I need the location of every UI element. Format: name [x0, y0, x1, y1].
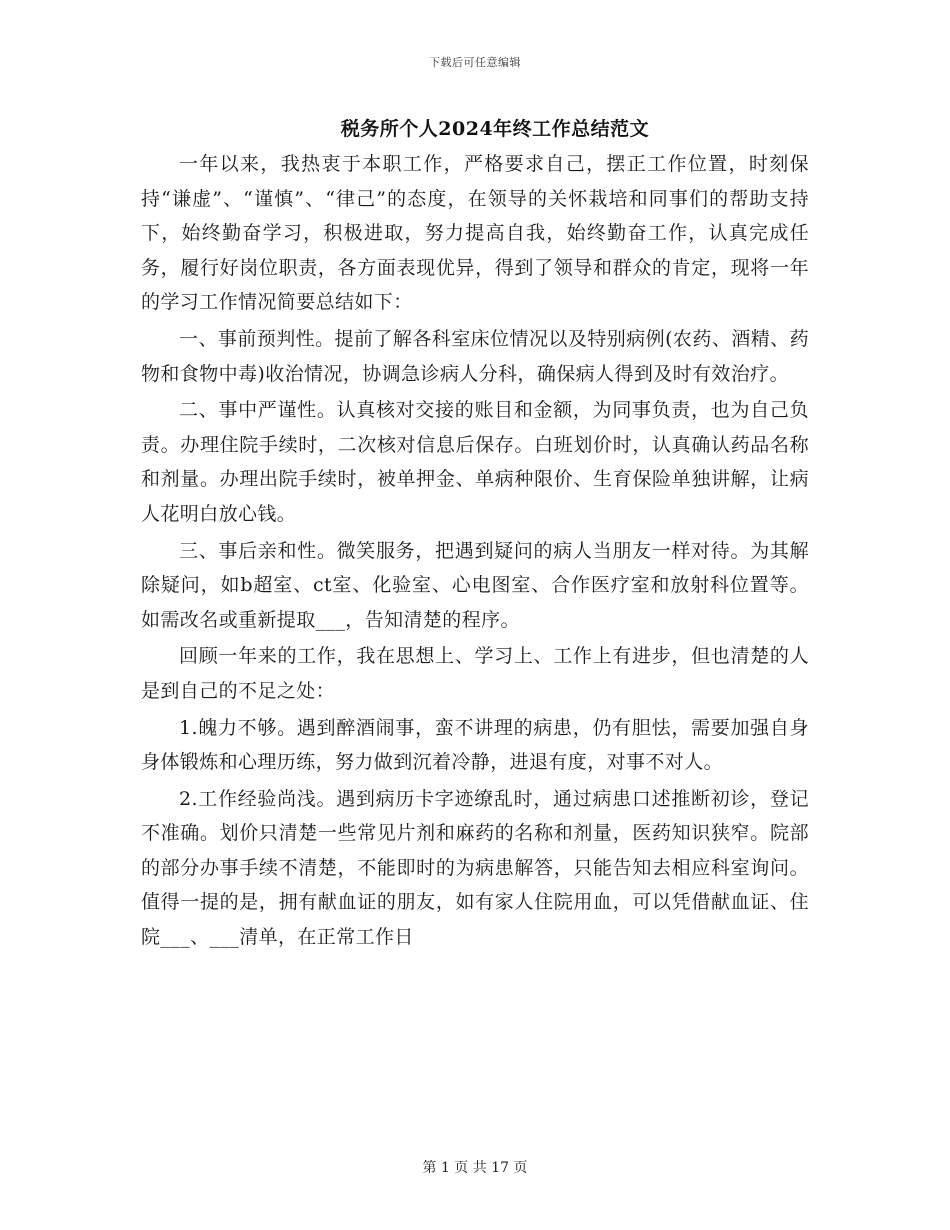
page-header-note: 下载后可任意编辑: [429, 56, 521, 69]
page-number-footer: 第 1 页 共 17 页: [422, 1160, 528, 1176]
paragraph-section-1: 一、事前预判性。提前了解各科室床位情况以及特别病例(农药、酒精、药物和食物中毒)收治情况，协调急诊病人分科，确保病人得到及时有效治疗。: [141, 327, 809, 385]
paragraph-review: 回顾一年来的工作，我在思想上、学习上、工作上有进步，但也清楚的人是到自己的不足之处：: [141, 645, 809, 702]
document-body: [141, 147, 809, 957]
paragraph-shortcoming-1: 1.魄力不够。遇到醉酒闹事，蛮不讲理的病患，仍有胆怯，需要加强自身身体锻炼和心理历练，努力做到沉着冷静，进退有度，对事不对人。: [141, 716, 809, 774]
paragraph-section-2: 二、事中严谨性。认真核对交接的账目和金额，为同事负责，也为自己负责。办理住院手续时，二次核对信息后保存。白班划价时，认真确认药品名称和剂量。办理出院手续时，被单押金、单病种限价、生育保险单独讲解，让病人花明白放心钱。: [141, 399, 809, 525]
document-title: 税务所个人2024年终工作总结范文: [340, 118, 650, 140]
paragraph-section-3: 三、事后亲和性。微笑服务，把遇到疑问的病人当朋友一样对待。为其解除疑问，如b超室、ct室、化验室、心电图室、合作医疗室和放射科位置等。如需改名或重新提取___，告知清楚的程序。: [141, 539, 809, 631]
paragraph-shortcoming-2: 2.工作经验尚浅。遇到病历卡字迹缭乱时，通过病患口述推断初诊，登记不准确。划价只清楚一些常见片剂和麻药的名称和剂量，医药知识狭窄。院部的部分办事手续不清楚，不能即时的为病患解答，只能告知去相应科室询问。值得一提的是，拥有献血证的朋友，如有家人住院用血，可以凭借献血证、住院___、___清单，在正常工作日: [141, 787, 809, 949]
paragraph-intro: 一年以来，我热衷于本职工作，严格要求自己，摆正工作位置，时刻保持“谦虚”、“谨慎”、“律己”的态度，在领导的关怀栽培和同事们的帮助支持下，始终勤奋学习，积极进取，努力提高自我，始终勤奋工作，认真完成任务，履行好岗位职责，各方面表现优异，得到了领导和群众的肯定，现将一年的学习工作情况简要总结如下：: [141, 153, 809, 314]
